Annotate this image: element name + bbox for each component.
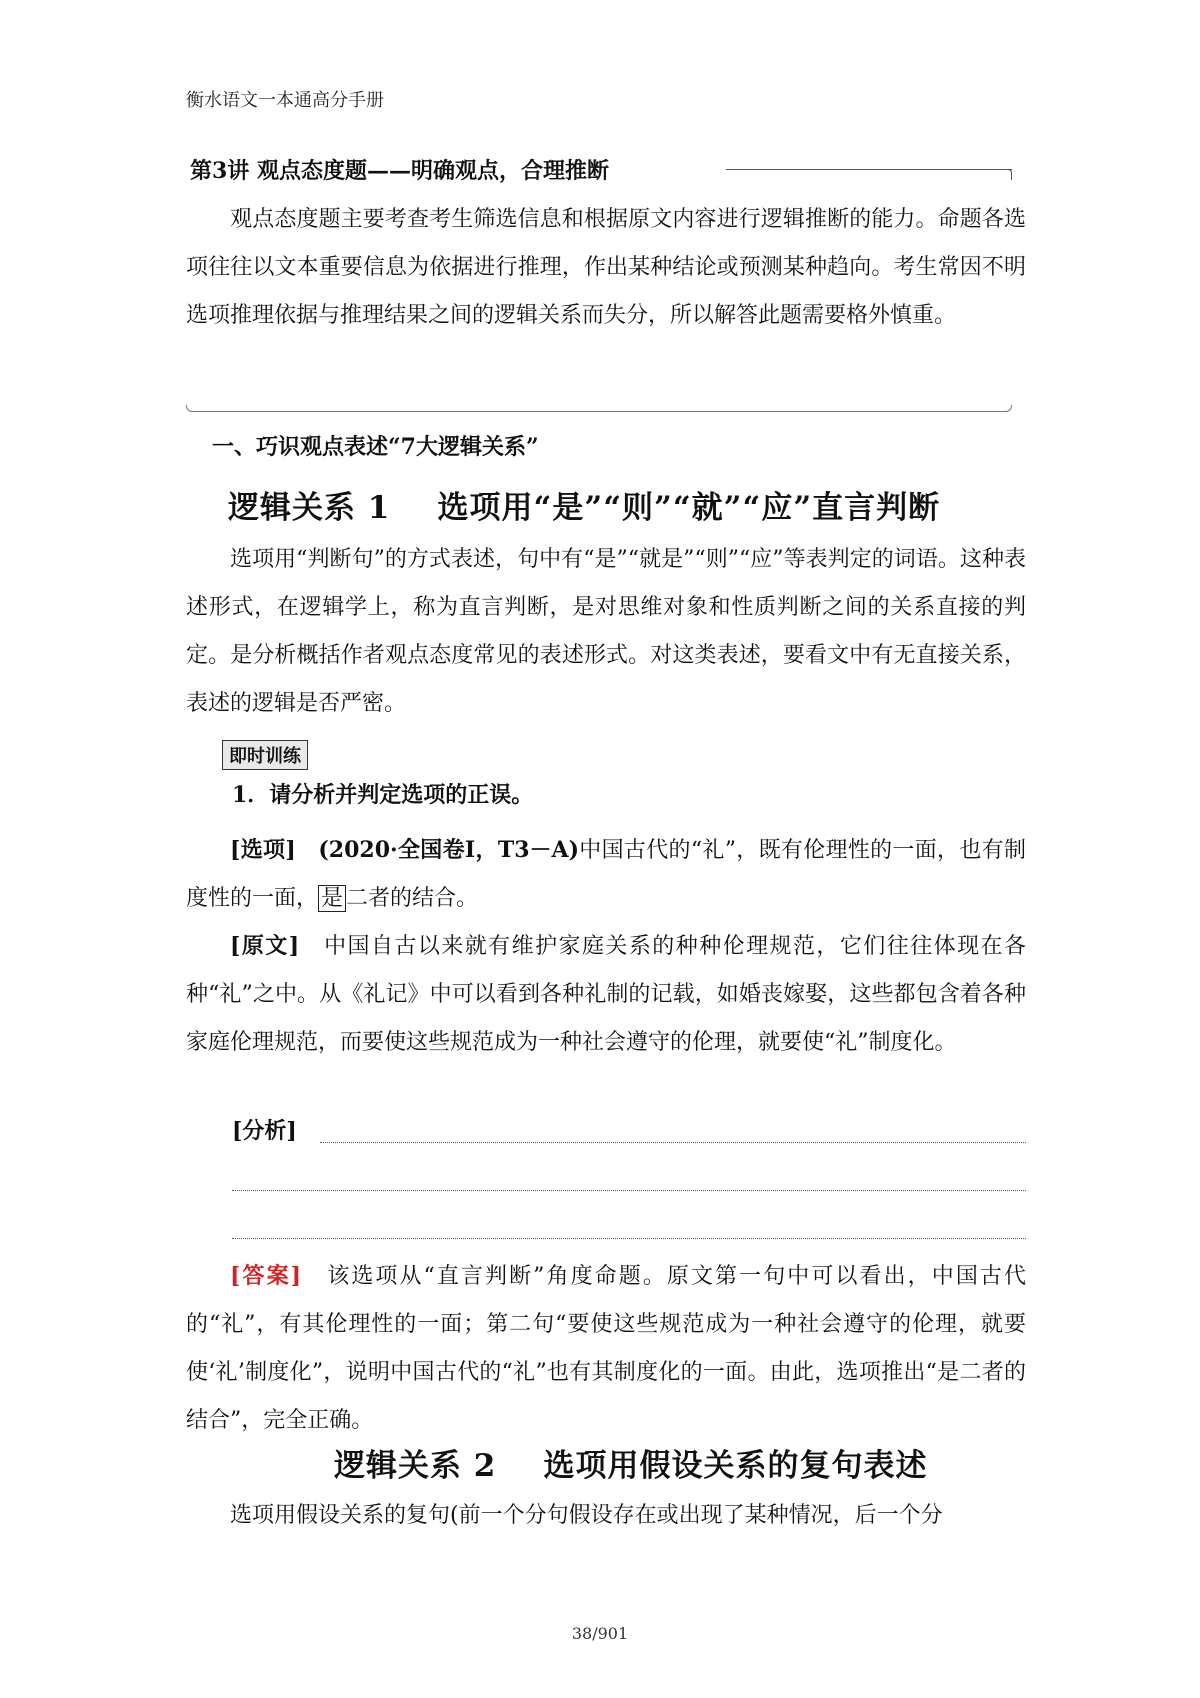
relation1-body [186, 536, 1026, 728]
relation2-body-text: 选项用假设关系的复句(前一个分句假设存在或出现了某种情况，后一个分 [230, 1503, 943, 1528]
relation1-body-text: 选项用“判断句”的方式表述，句中有“是”“就是”“则”“应”等表判定的词语。这种表述形式，在逻辑学上，称为直言判断，是对思维对象和性质判断之间的关系直接的判定。是分析概括作者观点态度常见的表述形式。对这类表述，要看文中有无直接关系，表述的逻辑是否严密。 [186, 547, 1026, 716]
frame-bottom-rule [186, 405, 1012, 412]
page-number: 38/901 [571, 1624, 629, 1643]
frame-top-rule [726, 169, 1012, 170]
frame-corner [1003, 169, 1012, 180]
lesson-title: 第3讲 观点态度题——明确观点，合理推断 [190, 154, 617, 185]
analysis-line-2[interactable] [232, 1190, 1026, 1191]
option-text-before: 中国古代的“礼”，既有伦理性的一面，也有制度性的一面， [186, 838, 1026, 911]
training-tag: 即时训练 [222, 740, 308, 770]
relation1-heading: 逻辑关系 1 选项用“是”“则”“就”“应”直言判断 [228, 490, 941, 526]
original-text: 中国自古以来就有维护家庭关系的种种伦理规范，它们往往体现在各种“礼”之中。从《礼记》中可以看到各种礼制的记载，如婚丧嫁娶，这些都包含着各种家庭伦理规范，而要使这些规范成为一种社会遵守的伦理，就要使“礼”制度化。 [186, 934, 1026, 1055]
book-header: 衡水语文一本通高分手册 [186, 90, 384, 111]
option-paragraph [186, 826, 1026, 923]
lesson-intro [186, 196, 1026, 340]
answer-paragraph [186, 1252, 1026, 1445]
analysis-line-3[interactable] [232, 1238, 1026, 1239]
option-source: (2020·全国卷Ⅰ，T3－A) [318, 837, 579, 863]
option-label: [选项] [230, 837, 296, 863]
answer-label: [答案] [230, 1263, 302, 1289]
original-paragraph [186, 922, 1026, 1067]
option-boxed-word: 是 [318, 885, 346, 912]
analysis-label: [分析] [232, 1118, 297, 1144]
answer-text: 该选项从“直言判断”角度命题。原文第一句中可以看出，中国古代的“礼”，有其伦理性的一面；第二句“要使这些规范成为一种社会遵守的伦理，就要使‘礼’制度化”，说明中国古代的“礼”也有其制度化的一面。由此，选项推出“是二者的结合”，完全正确。 [186, 1264, 1026, 1433]
option-text-after: 二者的结合。 [346, 886, 479, 911]
section-title: 一、巧识观点表述“7大逻辑关系” [212, 434, 539, 460]
analysis-line-1[interactable] [320, 1142, 1026, 1143]
original-label: [原文] [230, 933, 300, 959]
relation2-heading: 逻辑关系 2 选项用假设关系的复句表述 [334, 1448, 928, 1484]
training-question: 1．请分析并判定选项的正误。 [232, 782, 534, 808]
lesson-intro-text: 观点态度题主要考查考生筛选信息和根据原文内容进行逻辑推断的能力。命题各选项往往以文本重要信息为依据进行推理，作出某种结论或预测某种趋向。考生常因不明选项推理依据与推理结果之间的逻辑关系而失分，所以解答此题需要格外慎重。 [186, 207, 1026, 328]
relation2-body [186, 1492, 1026, 1540]
